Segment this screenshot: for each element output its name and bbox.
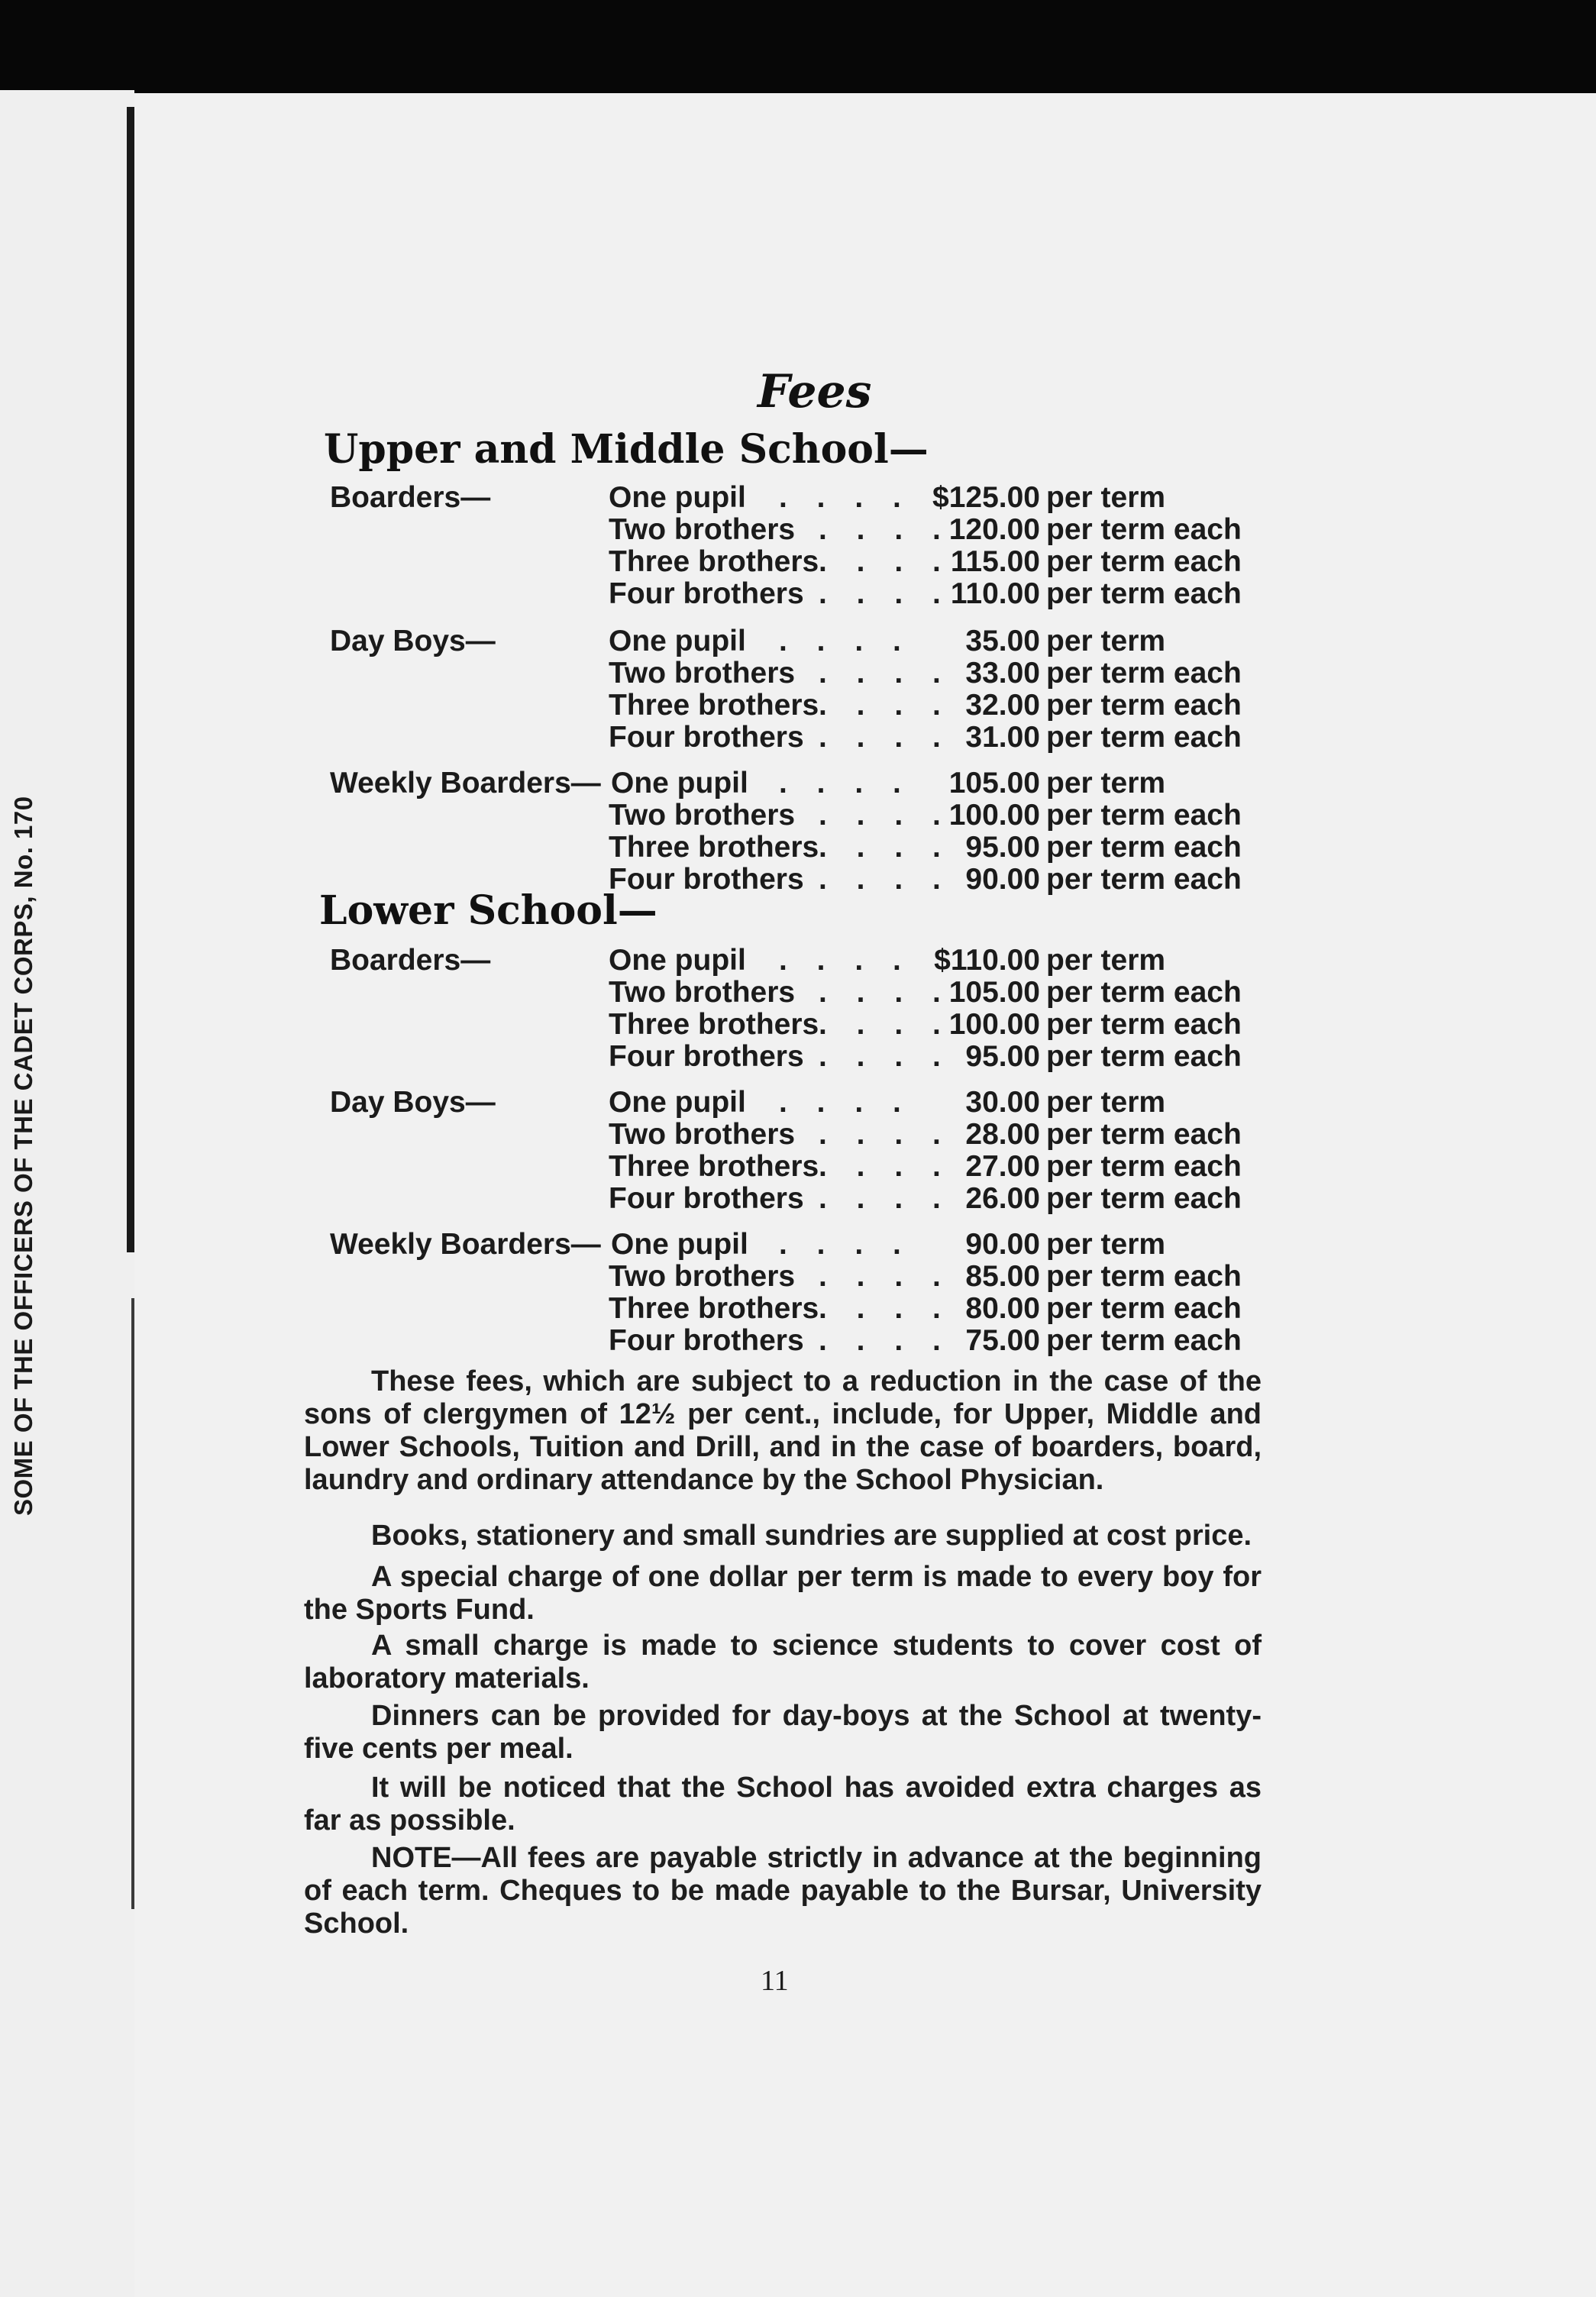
fee-price: 28.00 <box>965 1118 1040 1151</box>
fee-row <box>330 1150 1277 1182</box>
fee-unit: per term <box>1046 767 1166 800</box>
fee-unit: per term each <box>1046 1118 1242 1151</box>
group-label: Boarders— <box>330 944 491 977</box>
fee-price: 120.00 <box>948 513 1040 546</box>
fee-price: 100.00 <box>948 799 1040 832</box>
section-heading: Upper and Middle School— <box>324 426 929 473</box>
fee-option: Four brothers <box>609 1182 804 1215</box>
fee-price: 95.00 <box>965 831 1040 864</box>
fee-row <box>330 577 1277 609</box>
leader-dots: . . . . <box>819 1324 951 1357</box>
fee-row <box>330 799 1277 831</box>
leader-dots: . . . . <box>779 1086 912 1119</box>
note-paragraph: It will be noticed that the School has avoided extra charges as far as possible. <box>304 1772 1262 1837</box>
fee-price: 31.00 <box>965 721 1040 754</box>
section-heading: Lower School— <box>319 887 657 934</box>
leader-dots: . . . . <box>819 799 951 832</box>
fee-price: 115.00 <box>950 545 1040 578</box>
fee-unit: per term each <box>1046 863 1242 896</box>
fee-option: Four brothers <box>609 863 804 896</box>
fee-option: Two brothers <box>609 799 796 832</box>
fee-price: 27.00 <box>965 1150 1040 1183</box>
fee-option: Two brothers <box>609 976 796 1009</box>
fee-price: 75.00 <box>965 1324 1040 1357</box>
fee-unit: per term <box>1046 1086 1166 1119</box>
fee-unit: per term each <box>1046 721 1242 754</box>
fee-unit: per term each <box>1046 1260 1242 1293</box>
fee-option: Four brothers <box>609 577 804 610</box>
fee-price: 105.00 <box>948 976 1040 1009</box>
fee-row <box>330 1324 1277 1356</box>
group-label: Day Boys— <box>330 1086 496 1119</box>
fee-row <box>330 976 1277 1008</box>
fee-row <box>330 1182 1277 1214</box>
fee-option: Three brothers <box>609 1292 819 1325</box>
leader-dots: . . . . <box>819 545 951 578</box>
fee-unit: per term each <box>1046 545 1242 578</box>
fee-row <box>330 1008 1277 1040</box>
leader-dots: . . . . <box>819 976 951 1009</box>
fee-unit: per term each <box>1046 1150 1242 1183</box>
fee-option: Four brothers <box>609 1324 804 1357</box>
page-number: 11 <box>761 1965 789 1997</box>
fee-unit: per term each <box>1046 799 1242 832</box>
leader-dots: . . . . <box>819 721 951 754</box>
leader-dots: . . . . <box>819 657 951 690</box>
fee-option: One pupil <box>609 625 746 657</box>
leader-dots: . . . . <box>819 1118 951 1151</box>
fee-unit: per term <box>1046 481 1166 514</box>
fee-price: 90.00 <box>965 1228 1040 1261</box>
fee-option: Four brothers <box>609 721 804 754</box>
fee-price: 100.00 <box>948 1008 1040 1041</box>
note-paragraph: A special charge of one dollar per term is made to every boy for the Sports Fund. <box>304 1561 1262 1626</box>
fee-option: Two brothers <box>609 657 796 690</box>
leader-dots: . . . . <box>819 1150 951 1183</box>
fee-row <box>330 481 1277 513</box>
fee-unit: per term each <box>1046 657 1242 690</box>
fee-price: 35.00 <box>965 625 1040 657</box>
note-paragraph: Dinners can be provided for day-boys at the School at twenty-five cents per meal. <box>304 1700 1262 1765</box>
fee-row <box>330 625 1277 657</box>
fee-unit: per term each <box>1046 976 1242 1009</box>
fee-row <box>330 689 1277 721</box>
fee-row <box>330 1260 1277 1292</box>
fee-row <box>330 721 1277 753</box>
leader-dots: . . . . <box>819 1292 951 1325</box>
fee-row <box>330 1040 1277 1072</box>
fee-row <box>330 1086 1277 1118</box>
fee-option: One pupil <box>611 767 748 800</box>
leader-dots: . . . . <box>819 863 951 896</box>
fee-unit: per term each <box>1046 1182 1242 1215</box>
fee-row <box>330 944 1277 976</box>
leader-dots: . . . . <box>819 831 951 864</box>
fee-unit: per term each <box>1046 1008 1242 1041</box>
fee-unit: per term each <box>1046 577 1242 610</box>
fee-option: One pupil <box>609 481 746 514</box>
fee-unit: per term each <box>1046 513 1242 546</box>
fee-row <box>330 767 1277 799</box>
group-label: Weekly Boarders— <box>330 1228 601 1261</box>
fee-unit: per term <box>1046 625 1166 657</box>
leader-dots: . . . . <box>819 577 951 610</box>
fee-unit: per term <box>1046 944 1166 977</box>
fee-option: Two brothers <box>609 513 796 546</box>
leader-dots: . . . . <box>819 1182 951 1215</box>
fee-price: 85.00 <box>965 1260 1040 1293</box>
group-label: Day Boys— <box>330 625 496 657</box>
fee-option: One pupil <box>609 944 746 977</box>
fee-row <box>330 1118 1277 1150</box>
note-paragraph: These fees, which are subject to a reduction in the case of the sons of clergymen of 12½ per cent., include, for Upper, Middle and Lower Schools, Tuition and Drill, and in the case of boarders, board, laundry and ordinary attendance by the School Physician. <box>304 1365 1262 1496</box>
fee-unit: per term each <box>1046 689 1242 722</box>
fee-option: One pupil <box>611 1228 748 1261</box>
leader-dots: . . . . <box>819 689 951 722</box>
fee-price: 95.00 <box>965 1040 1040 1073</box>
note-paragraph: Books, stationery and small sundries are supplied at cost price. <box>371 1520 1252 1552</box>
fee-option: Three brothers <box>609 545 819 578</box>
page-title: Fees <box>758 365 872 418</box>
fee-row <box>330 657 1277 689</box>
leader-dots: . . . . <box>819 513 951 546</box>
fee-price: $110.00 <box>934 944 1040 977</box>
fee-option: Three brothers <box>609 1008 819 1041</box>
fee-price: 90.00 <box>965 863 1040 896</box>
fee-option: Two brothers <box>609 1118 796 1151</box>
leader-dots: . . . . <box>779 767 912 800</box>
leader-dots: . . . . <box>819 1260 951 1293</box>
fee-option: Three brothers <box>609 831 819 864</box>
leader-dots: . . . . <box>819 1008 951 1041</box>
leader-dots: . . . . <box>819 1040 951 1073</box>
leader-dots: . . . . <box>779 1228 912 1261</box>
note-paragraph: A small charge is made to science students to cover cost of laboratory materials. <box>304 1630 1262 1694</box>
fee-price: 110.00 <box>950 577 1040 610</box>
fee-option: Two brothers <box>609 1260 796 1293</box>
fee-price: $125.00 <box>932 481 1040 514</box>
fee-price: 30.00 <box>965 1086 1040 1119</box>
group-label: Boarders— <box>330 481 491 514</box>
fee-unit: per term <box>1046 1228 1166 1261</box>
side-caption: SOME OF THE OFFICERS OF THE CADET CORPS, No. 170 <box>9 796 37 1516</box>
leader-dots: . . . . <box>779 944 912 977</box>
note-paragraph: NOTE—All fees are payable strictly in advance at the beginning of each term. Cheques to be made payable to the Bursar, University School. <box>304 1842 1262 1940</box>
fee-unit: per term each <box>1046 1292 1242 1325</box>
fee-price: 26.00 <box>965 1182 1040 1215</box>
fee-unit: per term each <box>1046 1324 1242 1357</box>
fee-row <box>330 1228 1277 1260</box>
fee-option: Four brothers <box>609 1040 804 1073</box>
fee-price: 80.00 <box>965 1292 1040 1325</box>
leader-dots: . . . . <box>779 481 912 514</box>
group-label: Weekly Boarders— <box>330 767 601 800</box>
fee-row <box>330 545 1277 577</box>
fee-row <box>330 831 1277 863</box>
fee-price: 105.00 <box>948 767 1040 800</box>
fee-row <box>330 1292 1277 1324</box>
fee-price: 33.00 <box>965 657 1040 690</box>
fee-option: Three brothers <box>609 1150 819 1183</box>
fee-price: 32.00 <box>965 689 1040 722</box>
fee-option: One pupil <box>609 1086 746 1119</box>
fee-unit: per term each <box>1046 1040 1242 1073</box>
fee-row <box>330 513 1277 545</box>
fee-unit: per term each <box>1046 831 1242 864</box>
leader-dots: . . . . <box>779 625 912 657</box>
fee-option: Three brothers <box>609 689 819 722</box>
